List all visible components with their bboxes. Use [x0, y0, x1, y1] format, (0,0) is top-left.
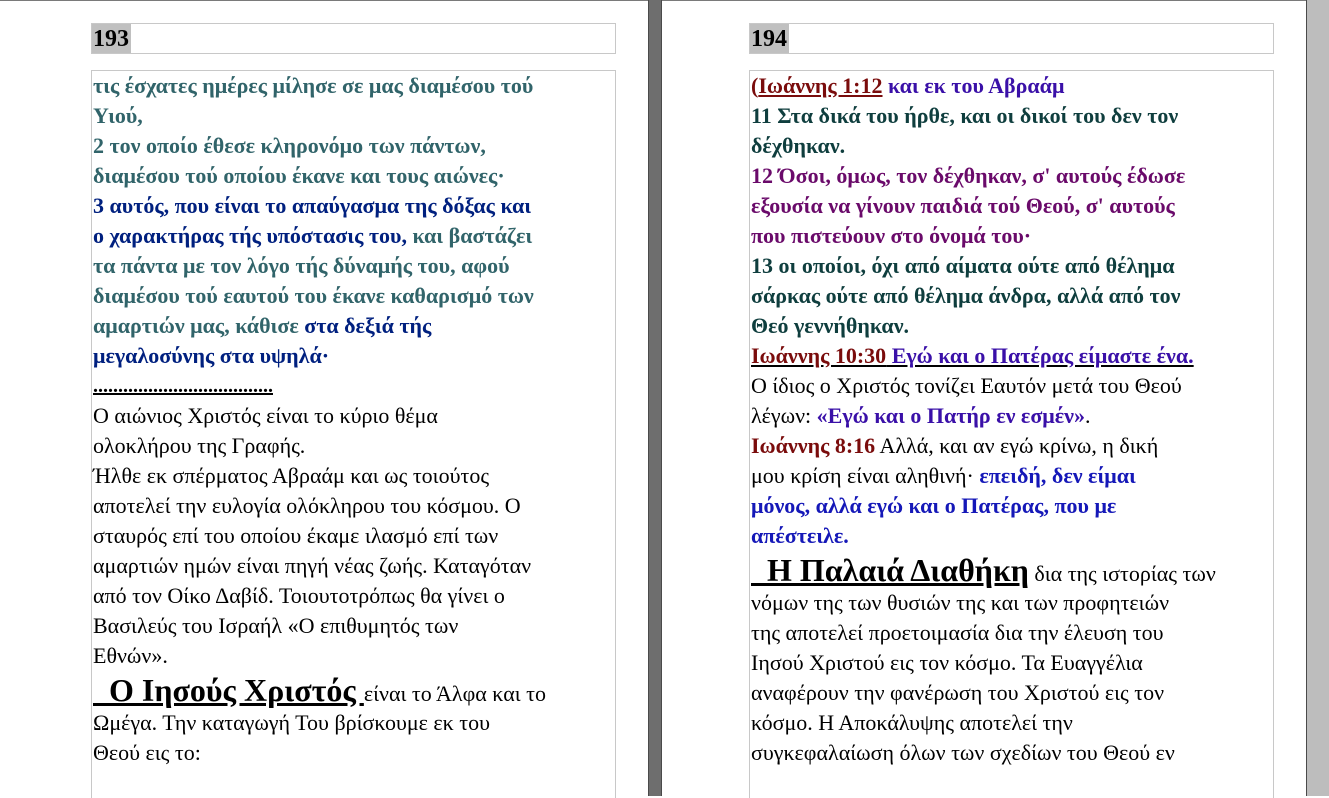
- text-line: εξουσία να γίνουν παιδιά τού Θεού, σ' αυτούς: [751, 193, 1175, 218]
- text-line: [93, 672, 546, 712]
- section-heading: Ο Ιησούς Χριστός: [93, 672, 364, 708]
- text-line: Ήλθε εκ σπέρματος Αβραάμ και ως τοιούτος: [93, 463, 490, 488]
- text-span: (: [751, 73, 759, 98]
- page-number-194: 194: [751, 26, 787, 52]
- text-line: από τον Οίκο Δαβίδ. Τοιουτοτρόπως θα γίνει ο: [93, 583, 505, 608]
- text-line: Βασιλεύς του Ισραήλ «Ο επιθυμητός των: [93, 613, 459, 638]
- text-line: τις έσχατες ημέρες μίλησε σε μας διαμέσου τού: [93, 73, 534, 98]
- left-page-header: [91, 23, 616, 54]
- text-line: Ιησού Χριστού εις τον κόσμο. Τα Ευαγγέλια: [751, 650, 1143, 675]
- text-line: αμαρτιών ημών είναι πηγή νέας ζωής. Καταγόταν: [93, 553, 532, 578]
- text-span: και εκ του Αβραάμ: [882, 73, 1065, 98]
- text-line: Ο αιώνιος Χριστός είναι το κύριο θέμα: [93, 403, 438, 428]
- text-line: 12 Όσοι, όμως, τον δέχθηκαν, σ' αυτούς έδωσε: [751, 163, 1186, 188]
- text-line: που πιστεύουν στο όνομά του·: [751, 223, 1032, 248]
- section-heading: Η Παλαιά Διαθήκη: [751, 552, 1029, 588]
- text-line: απέστειλε.: [751, 523, 849, 548]
- text-line: Υιού,: [93, 103, 143, 128]
- text-span: στα δεξιά τής: [298, 313, 432, 338]
- text-line: [751, 431, 1158, 461]
- text-line: σάρκας ούτε από θέλημα άνδρα, αλλά από τον: [751, 283, 1181, 308]
- text-line: νόμων της των θυσιών της και των προφητειών: [751, 590, 1170, 615]
- quote-span: «Εγώ και ο Πατήρ εν εσμέν»: [816, 403, 1085, 428]
- text-line: Θεού εις το:: [93, 740, 201, 765]
- text-line: σταυρός επί του οποίου έκαμε ιλασμό επί των: [93, 523, 499, 548]
- text-line: [751, 341, 1194, 371]
- text-line: τα πάντα με τον λόγο τής δύναμής του, αφού: [93, 253, 510, 278]
- right-page-header: [749, 23, 1274, 54]
- text-line: διαμέσου τού οποίου έκανε και τους αιώνες·: [93, 163, 505, 188]
- text-line: [93, 221, 532, 251]
- text-span: Εγώ και ο Πατέρας είμαστε ένα.: [886, 343, 1194, 368]
- text-line: συγκεφαλαίωση όλων των σχεδίων του Θεού εν: [751, 740, 1175, 765]
- right-text-frame: [749, 70, 1274, 798]
- text-span: μου κρίση είναι αληθινή·: [751, 463, 974, 488]
- text-span: αμαρτιών μας, κάθισε: [93, 313, 299, 338]
- text-line: αναφέρουν την φανέρωση του Χριστού εις τον: [751, 680, 1165, 705]
- text-span: επειδή, δεν είμαι: [973, 463, 1136, 488]
- page-edge: [648, 0, 649, 796]
- text-span: Αλλά, και αν εγώ κρίνω, η δική: [875, 433, 1159, 458]
- text-line: 13 οι οποίοι, όχι από αίματα ούτε από θέλημα: [751, 253, 1175, 278]
- text-span: λέγων:: [751, 403, 817, 428]
- right-margin-bar: [1306, 0, 1329, 796]
- text-line: [751, 552, 1216, 592]
- text-span: δια της ιστορίας των: [1028, 561, 1216, 586]
- text-line: μόνος, αλλά εγώ και ο Πατέρας, που με: [751, 493, 1117, 518]
- text-line: της αποτελεί προετοιμασία δια την έλευση του: [751, 620, 1164, 645]
- text-line: δέχθηκαν.: [751, 133, 846, 158]
- page-edge: [1306, 0, 1307, 796]
- scripture-reference: Ιωάννης 8:16: [751, 433, 876, 458]
- text-line: Ο ίδιος ο Χριστός τονίζει Εαυτόν μετά του Θεού: [751, 373, 1182, 398]
- text-line: διαμέσου τού εαυτού του έκανε καθαρισμό των: [93, 283, 534, 308]
- text-span: .: [1085, 403, 1091, 428]
- text-line: αποτελεί την ευλογία ολόκληρου του κόσμου. Ο: [93, 493, 521, 518]
- text-span: είναι το Άλφα και το: [363, 681, 546, 706]
- page-gap: [648, 0, 662, 796]
- text-line: Ωμέγα. Την καταγωγή Του βρίσκουμε εκ του: [93, 710, 490, 735]
- left-text-frame: [91, 70, 616, 798]
- text-line: 3 αυτός, που είναι το απαύγασμα της δόξας και: [93, 193, 532, 218]
- text-line: Θεό γεννήθηκαν.: [751, 313, 910, 338]
- text-span: και βαστάζει: [406, 223, 533, 248]
- text-line: [751, 401, 1091, 431]
- text-line: [751, 461, 1136, 491]
- scripture-reference: Ιωάννης 1:12: [758, 73, 883, 98]
- text-line: 2 τον οποίο έθεσε κληρονόμο των πάντων,: [93, 133, 486, 158]
- text-span: ο χαρακτήρας τής υπόστασις του,: [93, 223, 407, 248]
- scripture-reference: Ιωάννης 10:30: [751, 343, 887, 368]
- text-line: ολοκλήρου της Γραφής.: [93, 433, 306, 458]
- right-page: [662, 0, 1306, 796]
- left-page: [0, 0, 648, 796]
- separator-dots: ....................................: [93, 375, 273, 397]
- text-line: κόσμο. Η Αποκάλυψης αποτελεί την: [751, 710, 1073, 735]
- text-line: μεγαλοσύνης στα υψηλά·: [93, 343, 330, 368]
- text-line: 11 Στα δικά του ήρθε, και οι δικοί του δεν τον: [751, 103, 1179, 128]
- text-line: [751, 71, 1064, 101]
- text-line: [93, 311, 431, 341]
- page-number-193: 193: [93, 26, 129, 52]
- text-line: Εθνών».: [93, 643, 168, 668]
